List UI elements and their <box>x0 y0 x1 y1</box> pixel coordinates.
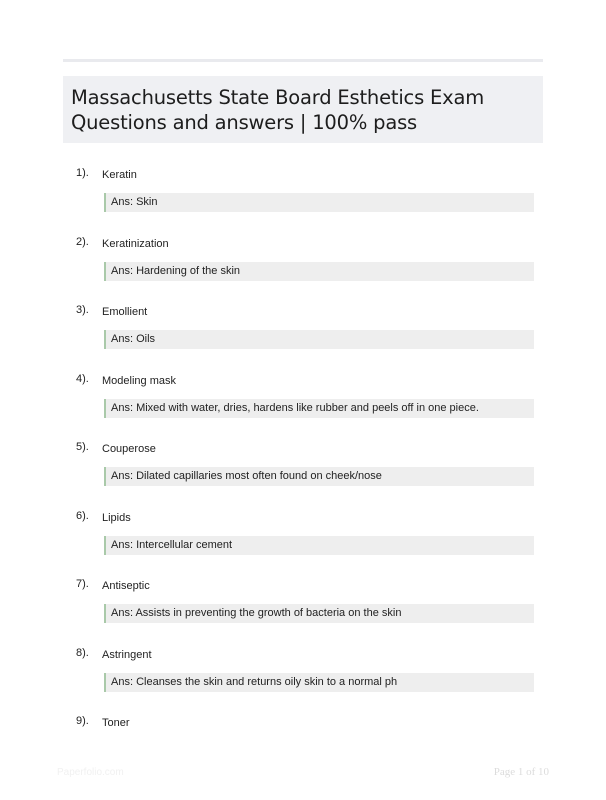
header-divider <box>63 59 543 62</box>
question-number: 7). <box>76 578 89 590</box>
answer-box: Ans: Skin <box>104 193 534 212</box>
page-indicator: Page 1 of 10 <box>493 766 549 778</box>
question-text: Antiseptic <box>102 580 150 592</box>
answer-box: Ans: Cleanses the skin and returns oily skin to a normal ph <box>104 673 534 692</box>
question-number: 4). <box>76 372 89 385</box>
question-text: Astringent <box>102 648 152 661</box>
answer-box: Ans: Oils <box>104 330 534 349</box>
answer-box: Ans: Mixed with water, dries, hardens like rubber and peels off in one piece. <box>104 399 534 418</box>
answer-box: Ans: Hardening of the skin <box>104 262 534 281</box>
question-item-5 <box>0 440 606 509</box>
question-text: Keratinization <box>102 237 169 250</box>
answer-box: Ans: Intercellular cement <box>104 536 534 555</box>
answer-box: Ans: Assists in preventing the growth of bacteria on the skin <box>104 604 534 623</box>
title-line-1: Massachusetts State Board Esthetics Exam <box>71 86 485 109</box>
question-number: 6). <box>76 509 89 522</box>
title-banner <box>63 76 543 143</box>
question-number: 1). <box>76 167 89 179</box>
question-item-2 <box>0 235 606 304</box>
answer-box: Ans: Dilated capillaries most often found on cheek/nose <box>104 467 534 486</box>
question-text: Emollient <box>102 306 148 318</box>
question-number: 3). <box>76 304 89 316</box>
question-text: Modeling mask <box>102 374 176 387</box>
question-item-1 <box>0 166 606 235</box>
watermark-text: Paperfolio.com <box>57 767 124 778</box>
question-list <box>0 166 606 783</box>
question-item-7 <box>0 577 606 646</box>
question-item-8 <box>0 646 606 715</box>
question-item-4 <box>0 372 606 441</box>
question-text: Couperose <box>102 443 156 455</box>
question-item-6 <box>0 509 606 578</box>
question-item-3 <box>0 303 606 372</box>
question-number: 2). <box>76 235 89 248</box>
title-line-2: Questions and answers | 100% pass <box>71 111 418 134</box>
question-text: Keratin <box>102 169 137 181</box>
question-number: 9). <box>76 715 89 727</box>
question-number: 8). <box>76 646 89 659</box>
question-number: 5). <box>76 441 89 453</box>
question-text: Lipids <box>102 511 131 524</box>
page-title <box>71 85 543 135</box>
question-text: Toner <box>102 717 130 729</box>
